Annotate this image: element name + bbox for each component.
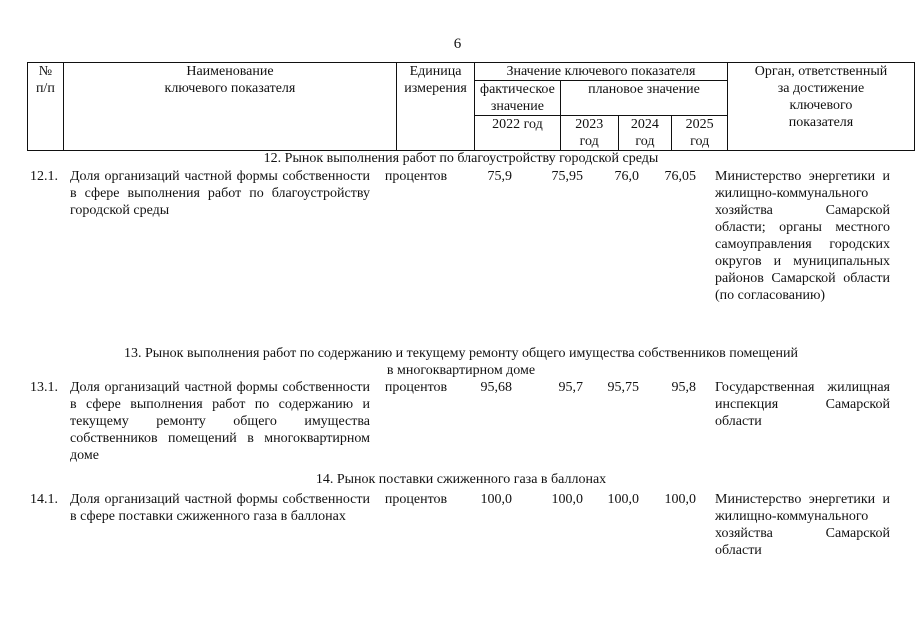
- section-title: 13. Рынок выполнения работ по содержанию и текущему ремонту общего имущества собственников помещений в многоквартирном доме: [124, 346, 798, 378]
- unit: процентов: [384, 492, 448, 507]
- indicator-name: Доля организаций частной формы собственности в сфере выполнения работ по благоустройству городской среды: [70, 169, 370, 218]
- header-year-2023: 2023 год: [560, 116, 618, 151]
- row-number: 12.1.: [30, 169, 58, 184]
- value-2024: 76,0: [614, 169, 639, 184]
- section-title: 12. Рынок выполнения работ по благоустройству городской среды: [263, 151, 659, 166]
- header-planned: плановое значение: [560, 81, 727, 116]
- indicator-name: Доля организаций частной формы собственности в сфере поставки сжиженного газа в баллонах: [70, 492, 370, 524]
- table-header: [27, 62, 915, 151]
- page-number: 6: [453, 36, 462, 52]
- header-name: Наименование ключевого показателя: [63, 63, 396, 151]
- row-number: 14.1.: [30, 492, 58, 507]
- header-num: № п/п: [28, 63, 64, 151]
- header-year-2022: 2022 год: [474, 116, 560, 151]
- value-2022: 75,9: [487, 169, 512, 184]
- value-2025: 100,0: [664, 492, 696, 507]
- responsible-org: Министерство энергетики и жилищно-коммунального хозяйства Самарской области; органы местного самоуправления городских округов и муниципальных районов Самарской области (по согласованию): [715, 169, 890, 303]
- section-title: 14. Рынок поставки сжиженного газа в баллонах: [315, 472, 607, 487]
- header-year-2024: 2024 год: [618, 116, 672, 151]
- unit: процентов: [384, 169, 448, 184]
- row-number: 13.1.: [30, 380, 58, 395]
- header-value-group: Значение ключевого показателя: [474, 63, 727, 81]
- value-2025: 95,8: [671, 380, 696, 395]
- value-2023: 75,95: [551, 169, 583, 184]
- value-2025: 76,05: [664, 169, 696, 184]
- unit: процентов: [384, 380, 448, 395]
- header-unit: Единица измерения: [397, 63, 475, 151]
- header-actual: фактическое значение: [474, 81, 560, 116]
- value-2022: 95,68: [480, 380, 512, 395]
- value-2024: 100,0: [607, 492, 639, 507]
- responsible-org: Министерство энергетики и жилищно-коммунального хозяйства Самарской области: [715, 492, 890, 558]
- value-2023: 100,0: [551, 492, 583, 507]
- indicator-name: Доля организаций частной формы собственности в сфере выполнения работ по содержанию и текущему ремонту общего имущества собственников помещений в многоквартирном доме: [70, 380, 370, 463]
- responsible-org: Государственная жилищная инспекция Самарской области: [715, 380, 890, 429]
- value-2023: 95,7: [558, 380, 583, 395]
- header-org: Орган, ответственный за достижение ключевого показателя: [728, 63, 915, 151]
- value-2022: 100,0: [480, 492, 512, 507]
- value-2024: 95,75: [607, 380, 639, 395]
- header-year-2025: 2025 год: [672, 116, 728, 151]
